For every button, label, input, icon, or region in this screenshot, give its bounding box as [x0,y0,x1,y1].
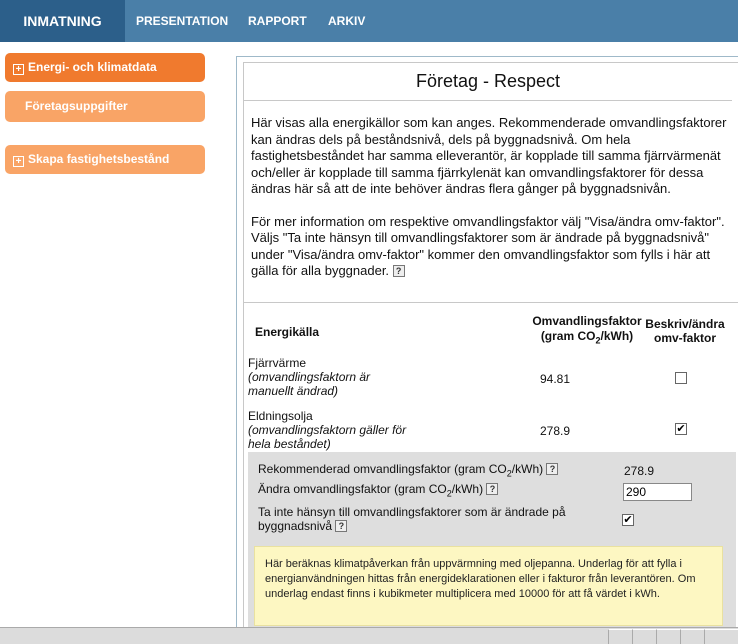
status-cell [632,629,656,644]
sidebar-item-energi-klimatdata[interactable] [5,53,205,82]
intro-paragraph-2-text: För mer information om respektive omvandlingsfaktor välj "Visa/ändra omv-faktor". Väljs "Ta inte hänsyn till omvandlingsfaktorer som är ändrade på byggnadsnivå" under "Visa/ändra omv-faktor" kommer den omvandlingsfaktor som fylls i här att gälla för alla byggnader. [251,213,725,278]
change-factor-label [258,482,498,500]
status-cell [704,629,738,644]
sidebar-item-foretagsuppgifter[interactable] [5,91,205,122]
intro-paragraph-2 [251,214,729,280]
describe-checkbox[interactable] [675,372,687,384]
column-header-beskriv [642,317,728,345]
column-header-omvandlingsfaktor [527,314,647,348]
ignore-building-level-checkbox[interactable]: ✔ [623,514,633,526]
main-panel [236,56,738,644]
label-post: /kWh) [511,462,544,476]
top-navigation [0,0,738,42]
label-text: Rekommenderad omvandlingsfaktor (gram CO [258,462,507,476]
status-cell [608,629,632,644]
energy-row-fjarrvarme [248,356,388,398]
energy-name: Eldningsolja [248,409,313,423]
sidebar-item-label: Energi- och klimatdata [28,60,157,74]
recommended-factor-value: 278.9 [624,464,655,478]
header-unit-sub: 2 [595,335,601,346]
status-cell [680,629,704,644]
change-factor-input[interactable]: 290 [623,483,692,501]
column-header-energikalla: Energikälla [255,325,320,339]
tab-presentation[interactable]: PRESENTATION [136,14,229,28]
recommended-factor-label [258,462,558,480]
header-unit-pre: (gram CO [540,329,596,343]
header-line-1: Beskriv/ändra [645,317,725,331]
ignore-building-level-label [258,505,588,533]
energy-row-eldningsolja [248,409,408,451]
label-post: /kWh) [451,482,484,496]
energy-note: (omvandlingsfaktorn är manuellt ändrad) [248,370,371,398]
expand-plus-icon: + [13,64,24,75]
help-icon[interactable]: ? [486,483,498,495]
status-bar [0,627,738,644]
energy-note: (omvandlingsfaktorn gäller för hela beståndet) [248,423,407,451]
status-cell [656,629,680,644]
intro-paragraph-1: Här visas alla energikällor som kan anges. Rekommenderade omvandlingsfaktorer kan ändras dels på beståndsnivå, dels på byggnadsnivå. Om hela fastighetsbeståndet har samma elleverantör, är kopplade till samma fjärrvärmenät och/eller är kopplade till samma fjärrkylenät kan omvandlingsfaktorer för dessa ändras här så att de inte behöver ändras flera gånger på byggnadsnivån. [251,115,727,196]
page-title: Företag - Respect [244,63,732,101]
energy-name: Fjärrvärme [248,356,307,370]
label-sub: 2 [446,488,452,499]
factor-value: 278.9 [540,424,571,438]
tab-rapport[interactable]: RAPPORT [248,14,307,28]
help-icon[interactable]: ? [335,520,347,532]
sidebar-item-label: Skapa fastighetsbestånd [28,152,170,166]
factor-detail-panel [248,452,736,644]
tab-inmatning[interactable]: INMATNING [0,0,125,42]
label-sub: 2 [506,468,512,479]
intro-text [251,115,729,296]
help-icon[interactable]: ? [546,463,558,475]
sidebar-item-label: Företagsuppgifter [25,99,128,113]
sidebar-item-skapa-fastighetsbestand[interactable] [5,145,205,174]
header-line-2: omv-faktor [653,331,716,345]
header-unit-post: /kWh) [600,329,634,343]
section-divider [244,302,738,303]
header-line-1: Omvandlingsfaktor [532,314,642,328]
content-box [243,62,738,644]
info-note: Här beräknas klimatpåverkan från uppvärmning med oljepanna. Underlag för att fylla i energianvändningen hittas från energideklarationen eller i fakturor från leverantören. Om underlag endast finns i kubikmeter multiplicera med 10000 för att få värdet i kWh. [254,546,723,626]
label-text: Ta inte hänsyn till omvandlingsfaktorer som är ändrade på byggnadsnivå [258,505,566,533]
factor-value: 94.81 [540,372,571,386]
describe-checkbox[interactable]: ✔ [676,423,686,435]
help-icon[interactable]: ? [393,265,405,277]
tab-arkiv[interactable]: ARKIV [328,14,366,28]
label-text: Ändra omvandlingsfaktor (gram CO [258,482,447,496]
expand-plus-icon: + [13,156,24,167]
